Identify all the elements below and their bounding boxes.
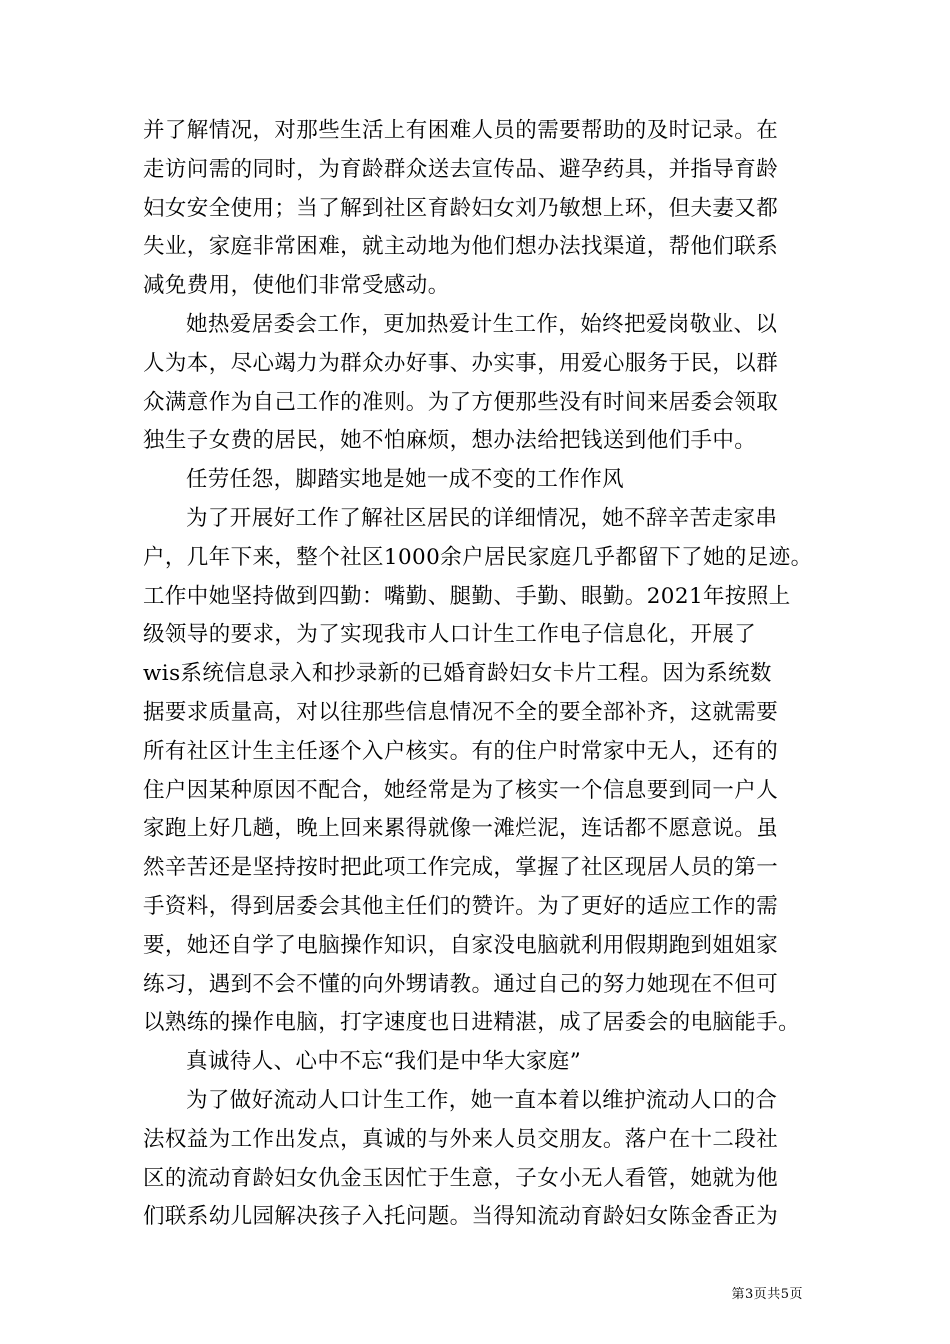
text-line: 户，几年下来，整个社区1000余户居民家庭几乎都留下了她的足迹。 [143, 544, 813, 570]
section-heading-2 [143, 1043, 823, 1082]
text-line: 级领导的要求，为了实现我市人口计生工作电子信息化，开展了 [143, 622, 757, 648]
text-line: 为了开展好工作了解社区居民的详细情况，她不辞辛苦走家串 [186, 505, 778, 531]
text-line: 家跑上好几趟，晚上回来累得就像一滩烂泥，连话都不愿意说。虽 [143, 816, 779, 842]
text-line: 人为本，尽心竭力为群众办好事、办实事，用爱心服务于民，以群 [143, 350, 779, 376]
text-line: 区的流动育龄妇女仇金玉因忙于生意，子女小无人看管，她就为他 [143, 1165, 779, 1191]
text-line: 真诚待人、心中不忘“我们是中华大家庭” [186, 1049, 582, 1075]
text-line: 然辛苦还是坚持按时把此项工作完成，掌握了社区现居人员的第一 [143, 855, 779, 881]
text-line: 任劳任怨，脚踏实地是她一成不变的工作作风 [186, 467, 625, 493]
text-line: 所有社区计生主任逐个入户核实。有的住户时常家中无人，还有的 [143, 738, 779, 764]
text-line: 手资料，得到居委会其他主任们的赞许。为了更好的适应工作的需 [143, 893, 779, 919]
paragraph-4 [143, 1082, 823, 1237]
paragraph-2 [143, 306, 823, 461]
text-line: 法权益为工作出发点，真诚的与外来人员交朋友。落户在十二段社 [143, 1126, 779, 1152]
section-heading-1 [143, 461, 823, 500]
text-line: 走访问需的同时，为育龄群众送去宣传品、避孕药具，并指导育龄 [143, 156, 779, 182]
body-text [143, 112, 823, 1237]
page-number-footer: 第3页共5页 [731, 1287, 803, 1302]
text-line: 妇女安全使用；当了解到社区育龄妇女刘乃敏想上环，但夫妻又都 [143, 195, 779, 221]
text-line: 以熟练的操作电脑，打字速度也日进精湛，成了居委会的电脑能手。 [143, 1010, 801, 1036]
text-line: 为了做好流动人口计生工作，她一直本着以维护流动人口的合 [186, 1087, 778, 1113]
text-line: 独生子女费的居民，她不怕麻烦，想办法给把钱送到他们手中。 [143, 428, 757, 454]
text-line: 住户因某种原因不配合，她经常是为了核实一个信息要到同一户人 [143, 777, 779, 803]
paragraph-1 [143, 112, 823, 306]
text-line: 要，她还自学了电脑操作知识，自家没电脑就利用假期跑到姐姐家 [143, 932, 779, 958]
text-line: 并了解情况，对那些生活上有困难人员的需要帮助的及时记录。在 [143, 118, 779, 143]
text-line: 工作中她坚持做到四勤：嘴勤、腿勤、手勤、眼勤。2021年按照上 [143, 583, 791, 609]
text-line: 她热爱居委会工作，更加热爱计生工作，始终把爱岗敬业、以 [186, 311, 778, 337]
text-line: 练习，遇到不会不懂的向外甥请教。通过自己的努力她现在不但可 [143, 971, 779, 997]
text-line: wis系统信息录入和抄录新的已婚育龄妇女卡片工程。因为系统数 [143, 661, 772, 687]
text-line: 据要求质量高，对以往那些信息情况不全的要全部补齐，这就需要 [143, 699, 779, 725]
text-line: 失业，家庭非常困难，就主动地为他们想办法找渠道，帮他们联系 [143, 234, 779, 260]
text-line: 们联系幼儿园解决孩子入托问题。当得知流动育龄妇女陈金香正为 [143, 1204, 779, 1230]
text-line: 众满意作为自己工作的准则。为了方便那些没有时间来居委会领取 [143, 389, 779, 415]
paragraph-3 [143, 500, 823, 1043]
text-line: 减免费用，使他们非常受感动。 [143, 273, 450, 299]
